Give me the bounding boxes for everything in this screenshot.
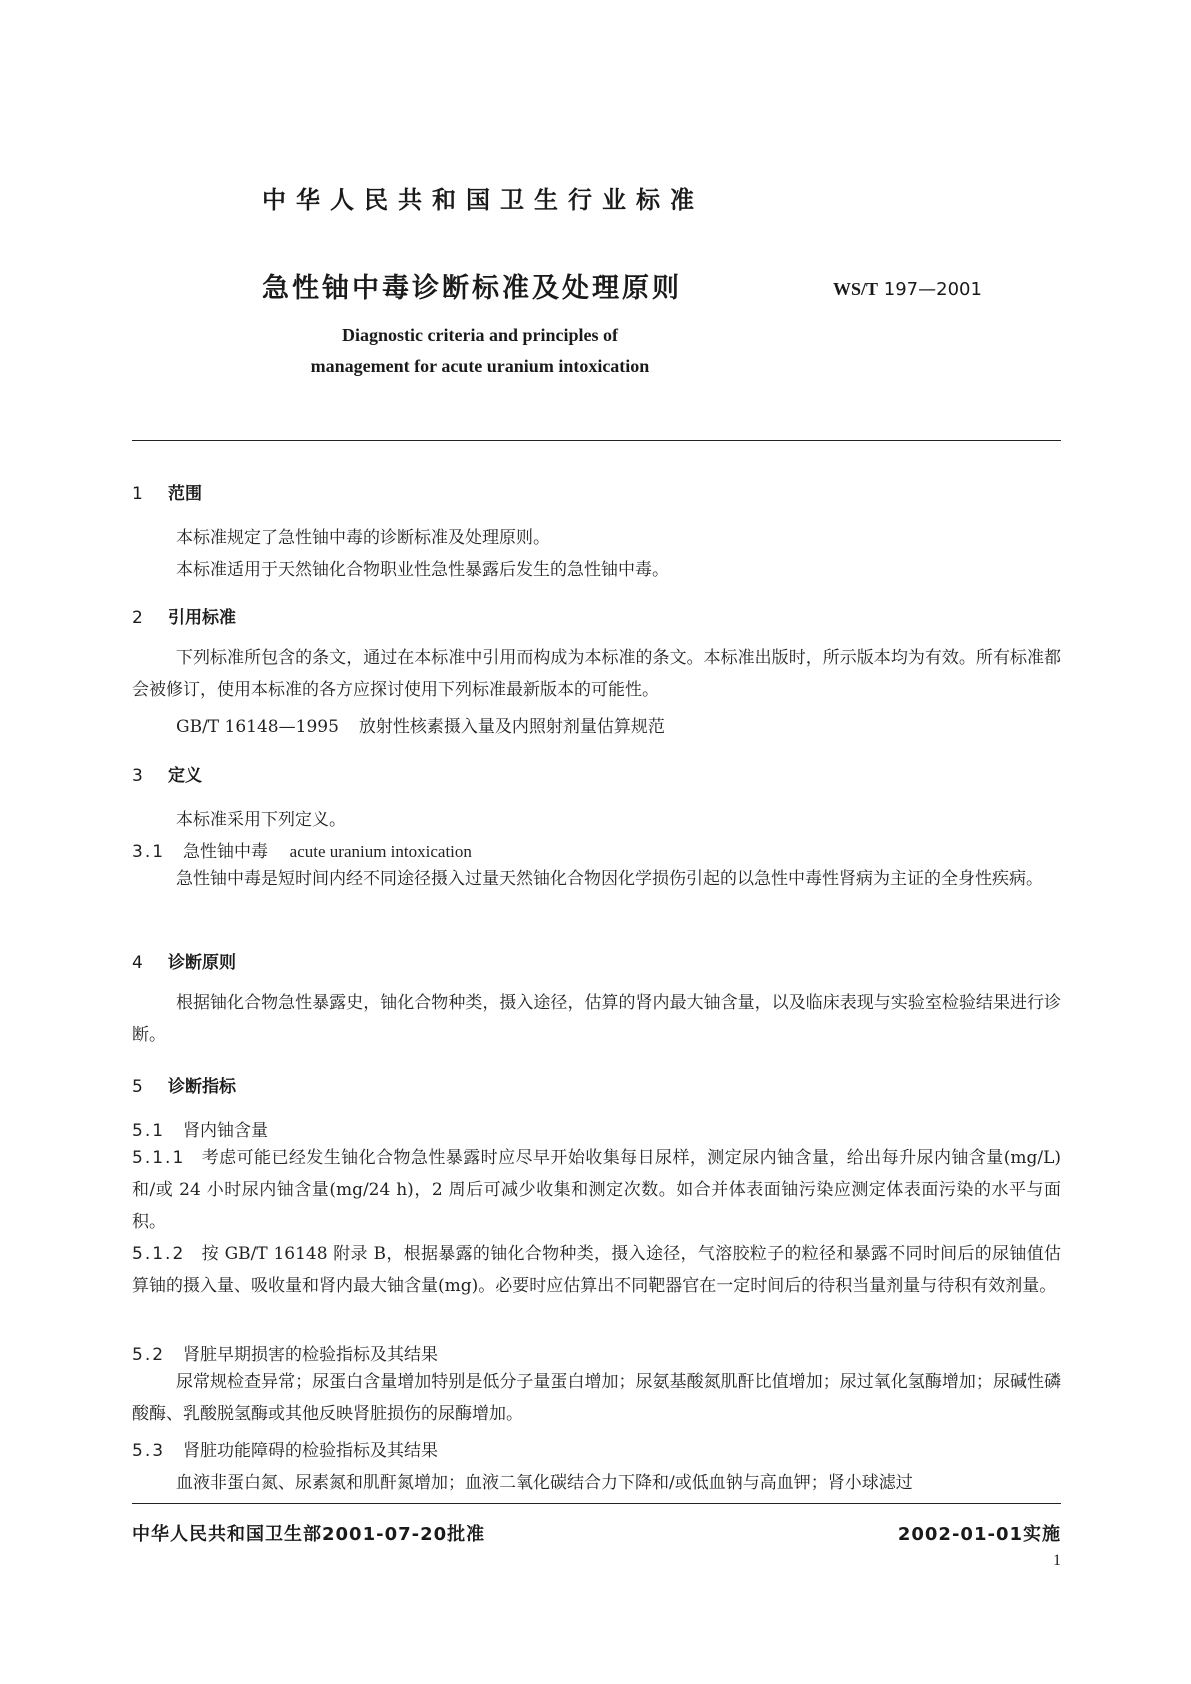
subsection-number: 3.1 xyxy=(132,842,166,862)
header-divider xyxy=(132,440,1061,441)
clause-text: 按 GB/T 16148 附录 B，根据暴露的铀化合物种类，摄入途径，气溶胶粒子的粒径和暴露不同时间后的尿铀值估算铀的摄入量、吸收量和肾内最大铀含量(mg)。必要时应估算出不同靶器官在一定时间后的待积当量剂量与待积有效剂量。 xyxy=(132,1244,1061,1296)
subsection-5-3-heading xyxy=(132,1436,438,1461)
subsection-5-2-text: 尿常规检查异常；尿蛋白含量增加特别是低分子量蛋白增加；尿氨基酸氮肌酐比值增加；尿过氧化氢酶增加；尿碱性磷酸酶、乳酸脱氢酶或其他反映肾脏损伤的尿酶增加。 xyxy=(132,1372,1061,1424)
clause-text: 考虑可能已经发生铀化合物急性暴露时应尽早开始收集每日尿样，测定尿内铀含量，给出每升尿内铀含量(mg/L)和/或 24 小时尿内铀含量(mg/24 h)，2 周后可减少收集和测定次数。如合并体表面铀污染应测定体表面污染的水平与面积。 xyxy=(132,1148,1061,1232)
subsection-3-1-heading xyxy=(132,837,472,862)
subsection-title: 肾内铀含量 xyxy=(183,1121,269,1141)
subsection-5-2-heading xyxy=(132,1340,438,1365)
footer-divider xyxy=(132,1503,1061,1504)
subsection-5-3-text: 血液非蛋白氮、尿素氮和肌酐氮增加；血液二氧化碳结合力下降和/或低血钠与高血钾；肾小球滤过 xyxy=(176,1473,913,1493)
subsection-number: 5.2 xyxy=(132,1345,166,1365)
section-number: 5 xyxy=(132,1077,143,1097)
standard-code xyxy=(833,279,982,300)
subsection-title: 急性铀中毒 xyxy=(183,842,269,862)
section-number: 3 xyxy=(132,766,143,786)
section-2-paragraph: 下列标准所包含的条文，通过在本标准中引用而构成为本标准的条文。本标准出版时，所示版本均为有效。所有标准都会被修订，使用本标准的各方应探讨使用下列标准最新版本的可能性。 xyxy=(132,648,1061,700)
subsection-number: 5.1 xyxy=(132,1121,166,1141)
section-5-heading xyxy=(132,1072,236,1097)
section-title: 范围 xyxy=(168,484,202,504)
section-3-paragraph: 本标准采用下列定义。 xyxy=(176,810,346,830)
referenced-standard-title: 放射性核素摄入量及内照射剂量估算规范 xyxy=(358,717,665,737)
section-1-heading xyxy=(132,479,202,504)
approval-note: 中华人民共和国卫生部2001-07-20批准 xyxy=(132,1524,486,1545)
section-1-paragraph-1: 本标准规定了急性铀中毒的诊断标准及处理原则。 xyxy=(176,528,550,548)
section-number: 1 xyxy=(132,484,143,504)
section-3-heading xyxy=(132,761,202,786)
standard-category-header: 中华人民共和国卫生行业标准 xyxy=(262,186,704,214)
section-1-paragraph-2: 本标准适用于天然铀化合物职业性急性暴露后发生的急性铀中毒。 xyxy=(176,560,669,580)
standard-code-number: 197—2001 xyxy=(883,279,982,300)
clause-number: 5.1.1 xyxy=(132,1148,186,1168)
section-4-paragraph: 根据铀化合物急性暴露史，铀化合物种类，摄入途径，估算的肾内最大铀含量，以及临床表现与实验室检验结果进行诊断。 xyxy=(132,993,1061,1045)
effective-date: 2002-01-01实施 xyxy=(897,1524,1061,1545)
subsection-title-english: acute uranium intoxication xyxy=(289,842,472,861)
section-number: 4 xyxy=(132,953,143,973)
subsection-title: 肾脏功能障碍的检验指标及其结果 xyxy=(183,1441,439,1461)
page-number: 1 xyxy=(1053,1552,1061,1569)
section-2-heading xyxy=(132,603,236,628)
subsection-title: 肾脏早期损害的检验指标及其结果 xyxy=(183,1345,439,1365)
subsection-5-1-heading xyxy=(132,1116,268,1141)
standard-code-prefix: WS/T xyxy=(833,279,879,299)
english-title-line-2: management for acute uranium intoxication xyxy=(310,356,650,376)
section-number: 2 xyxy=(132,608,143,628)
subsection-number: 5.3 xyxy=(132,1441,166,1461)
clause-5-1-2 xyxy=(132,1238,1061,1302)
referenced-standard-code: GB/T 16148—1995 xyxy=(176,717,339,737)
section-title: 诊断原则 xyxy=(168,953,236,973)
english-title-line-1: Diagnostic criteria and principles of xyxy=(342,325,618,345)
section-title: 引用标准 xyxy=(168,608,236,628)
subsection-3-1-definition: 急性铀中毒是短时间内经不同途径摄入过量天然铀化合物因化学损伤引起的以急性中毒性肾病为主证的全身性疾病。 xyxy=(176,869,1043,889)
section-4-heading xyxy=(132,948,236,973)
section-title: 诊断指标 xyxy=(168,1077,236,1097)
clause-number: 5.1.2 xyxy=(132,1244,186,1264)
section-title: 定义 xyxy=(168,766,202,786)
referenced-standard xyxy=(176,712,665,737)
document-title: 急性铀中毒诊断标准及处理原则 xyxy=(262,273,682,304)
clause-5-1-1 xyxy=(132,1142,1061,1238)
